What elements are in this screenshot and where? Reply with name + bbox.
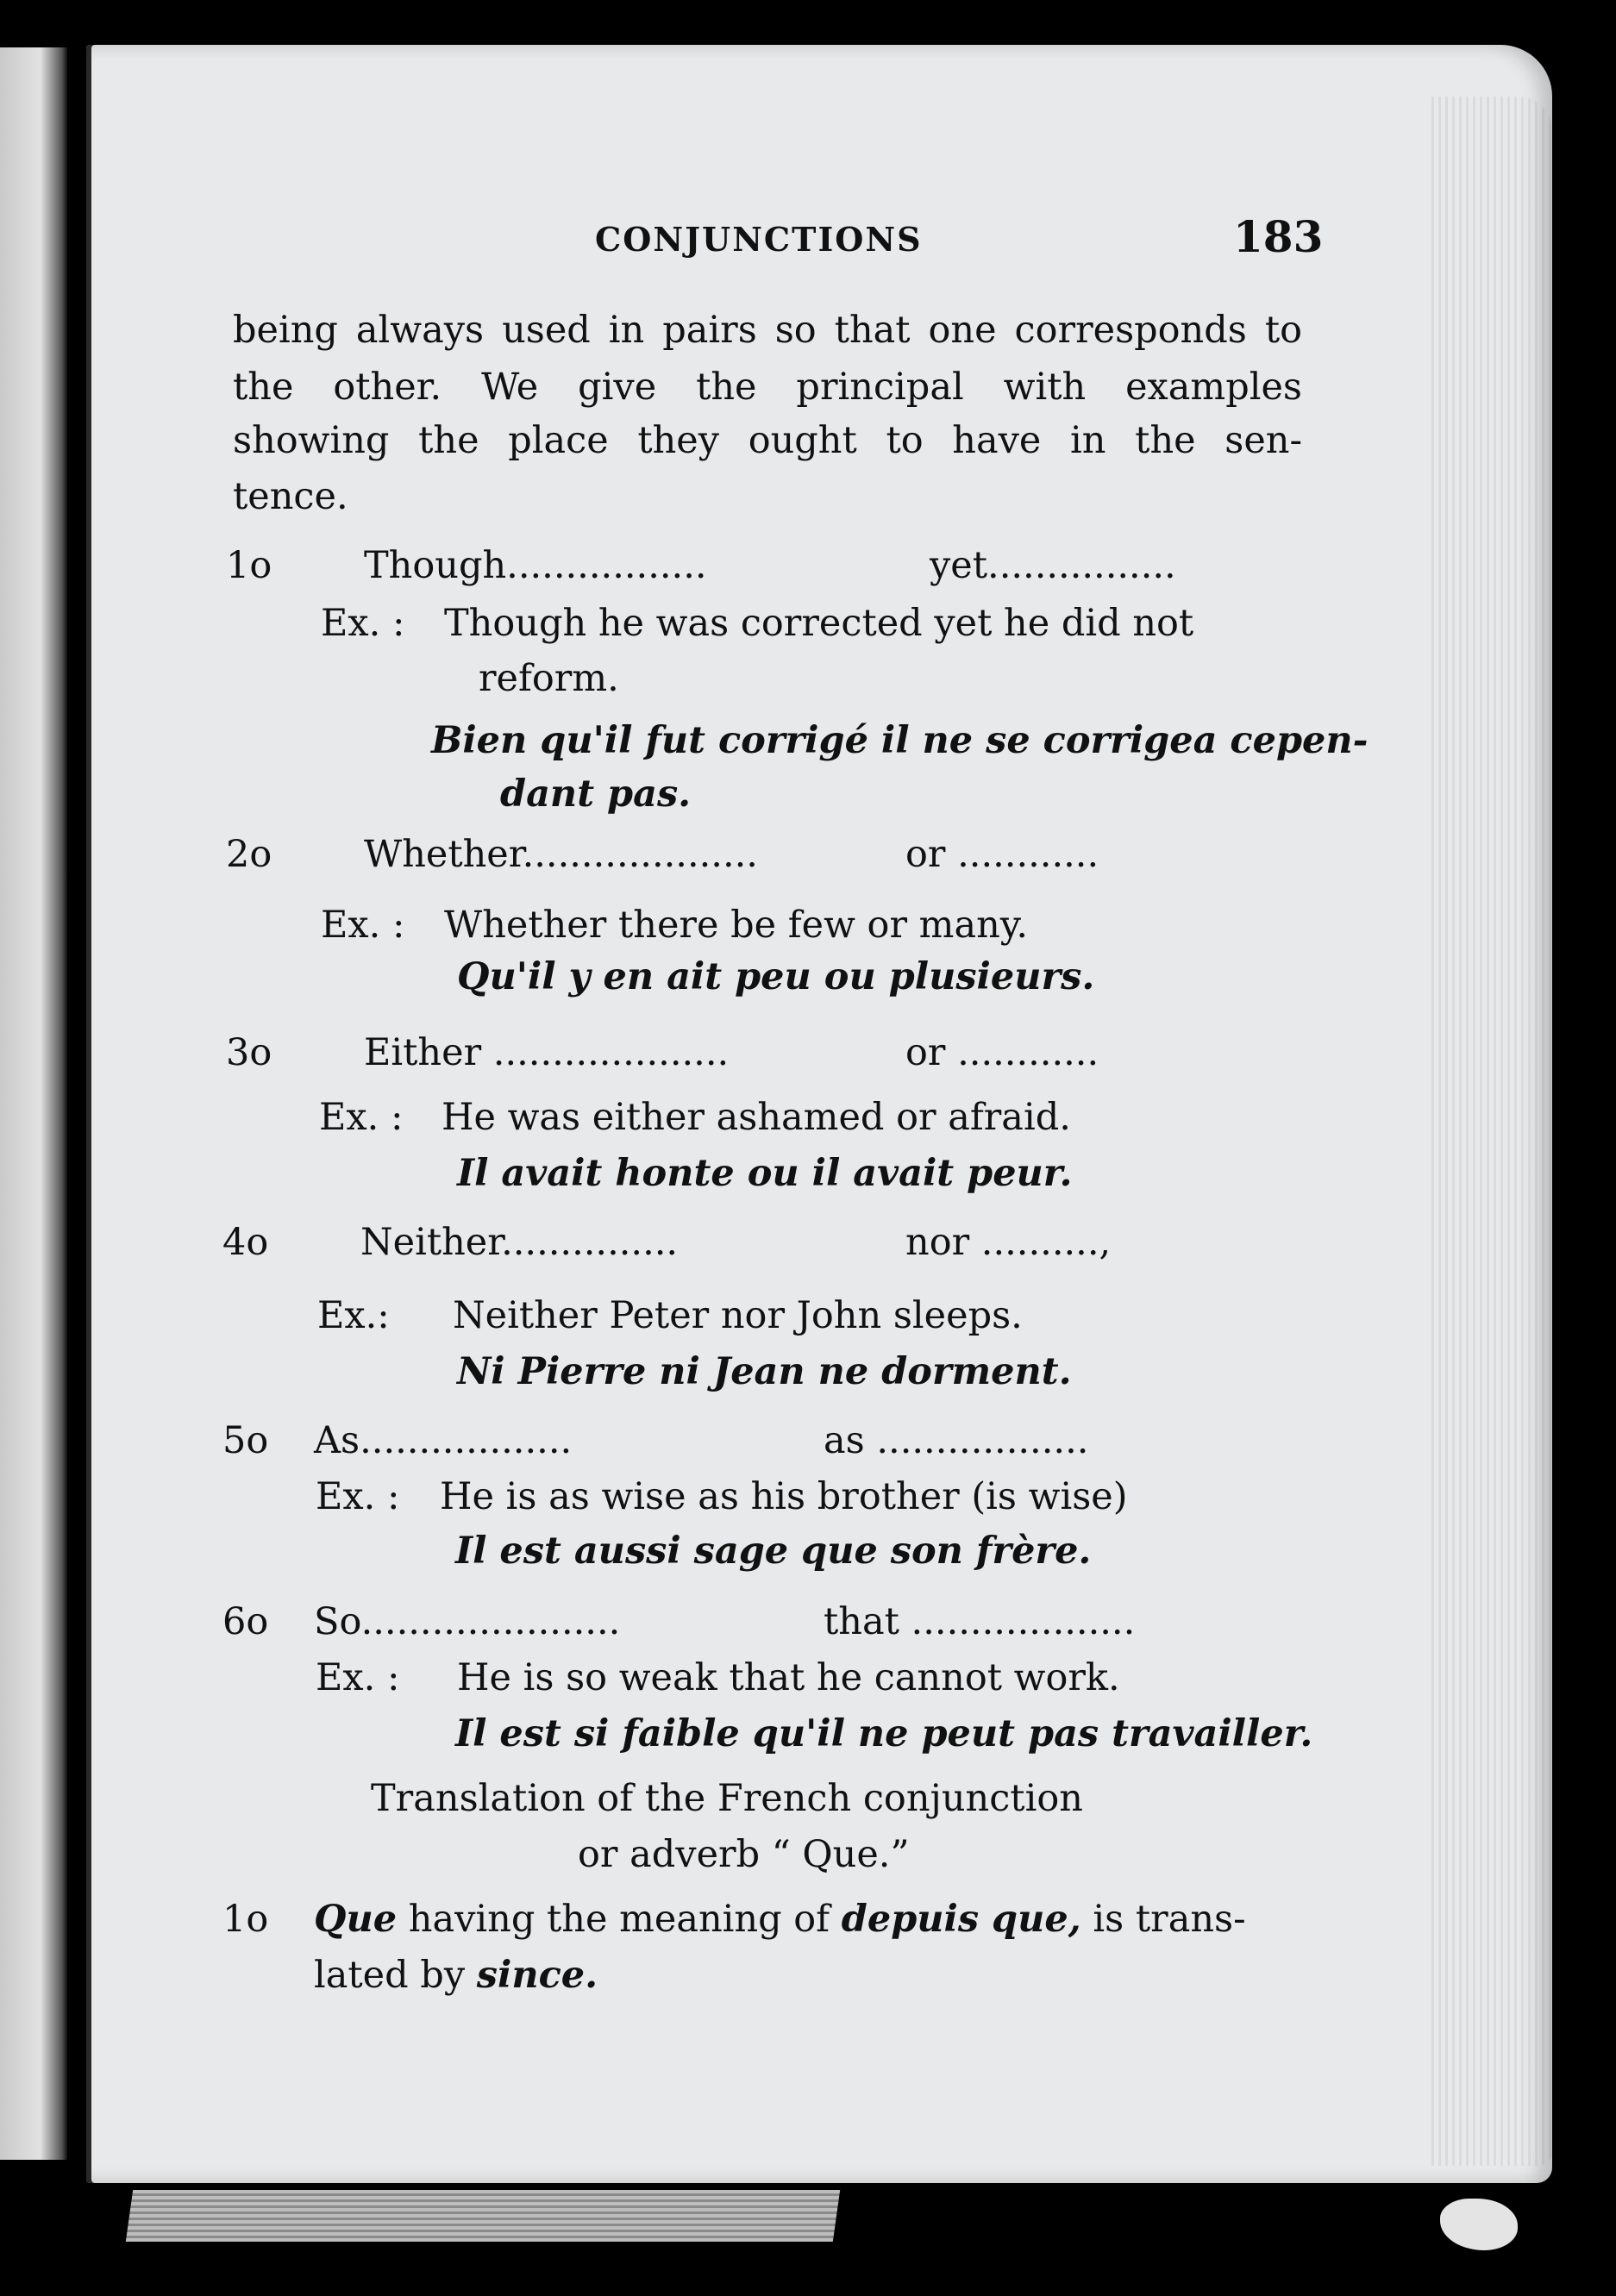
pair-number: 1o <box>226 544 272 587</box>
example-french: Il est si faible qu'il ne peut pas travailler. <box>455 1712 1313 1755</box>
pair-second: as .................. <box>824 1419 1089 1462</box>
example-english: He is so weak that he cannot work. <box>457 1656 1120 1699</box>
final-item-line-2 <box>314 1954 598 1997</box>
example-english: Though he was corrected yet he did not <box>444 602 1194 645</box>
pair-second: or ............ <box>905 1031 1099 1074</box>
example-label: Ex.: <box>317 1294 390 1337</box>
text-segment: having the meaning of <box>397 1898 842 1941</box>
term-que: Que <box>314 1898 398 1941</box>
pair-second: nor .........., <box>905 1221 1112 1264</box>
example-english-cont: reform. <box>479 657 619 700</box>
example-french: Qu'il y en ait peu ou plusieurs. <box>457 955 1095 998</box>
section-heading-line-2: or adverb “ Que.” <box>578 1833 910 1876</box>
intro-line-2: the other. We give the principal with examples <box>233 366 1302 409</box>
example-french: Ni Pierre ni Jean ne dorment. <box>457 1350 1072 1393</box>
pair-number: 3o <box>226 1031 272 1074</box>
example-french-cont: dant pas. <box>500 773 692 816</box>
example-french: Il avait honte ou il avait peur. <box>457 1152 1073 1195</box>
example-english: He was either ashamed or afraid. <box>442 1096 1071 1139</box>
page-number: 183 <box>1233 211 1324 262</box>
example-english: Whether there be few or many. <box>444 904 1029 947</box>
example-label: Ex. : <box>319 1096 404 1139</box>
example-label: Ex. : <box>321 602 405 645</box>
pair-number: 5o <box>222 1419 269 1462</box>
example-french: Bien qu'il fut corrigé il ne se corrigea cepen- <box>431 719 1369 762</box>
term-since: since. <box>476 1954 598 1997</box>
text-segment: is trans- <box>1080 1898 1246 1941</box>
left-page-edge <box>0 47 67 2160</box>
section-heading-line-1: Translation of the French conjunction <box>371 1777 1083 1820</box>
pair-second: yet................ <box>930 544 1176 587</box>
intro-line-1: being always used in pairs so that one corresponds to <box>233 309 1302 352</box>
text-segment: lated by <box>314 1954 477 1997</box>
example-label: Ex. : <box>316 1475 400 1518</box>
pair-number: 6o <box>222 1600 269 1643</box>
example-french: Il est aussi sage que son frère. <box>455 1530 1092 1573</box>
pair-first: Neither............... <box>360 1221 679 1264</box>
final-item-line-1 <box>314 1898 1246 1941</box>
pair-first: So...................... <box>314 1600 621 1643</box>
example-english: He is as wise as his brother (is wise) <box>440 1475 1128 1518</box>
paper-scrap <box>1440 2199 1518 2250</box>
pair-second: that ................... <box>824 1600 1136 1643</box>
pair-first: Either .................... <box>364 1031 730 1074</box>
example-label: Ex. : <box>321 904 405 947</box>
pair-second: or ............ <box>905 833 1099 876</box>
bottom-page-stack <box>126 2190 840 2242</box>
term-depuis-que: depuis que, <box>841 1898 1081 1941</box>
example-english: Neither Peter nor John sleeps. <box>453 1294 1023 1337</box>
pair-first: Whether.................... <box>364 833 758 876</box>
pair-first: As.................. <box>314 1419 573 1462</box>
example-label: Ex. : <box>316 1656 400 1699</box>
pair-number: 2o <box>226 833 272 876</box>
running-head: CONJUNCTIONS <box>595 220 923 259</box>
intro-line-3: showing the place they ought to have in the sen- <box>233 419 1302 462</box>
final-item-number: 1o <box>222 1898 269 1941</box>
pair-first: Though................. <box>364 544 707 587</box>
pair-number: 4o <box>222 1221 269 1264</box>
page-right-edge <box>1431 97 1552 2166</box>
intro-line-4: tence. <box>233 475 348 518</box>
